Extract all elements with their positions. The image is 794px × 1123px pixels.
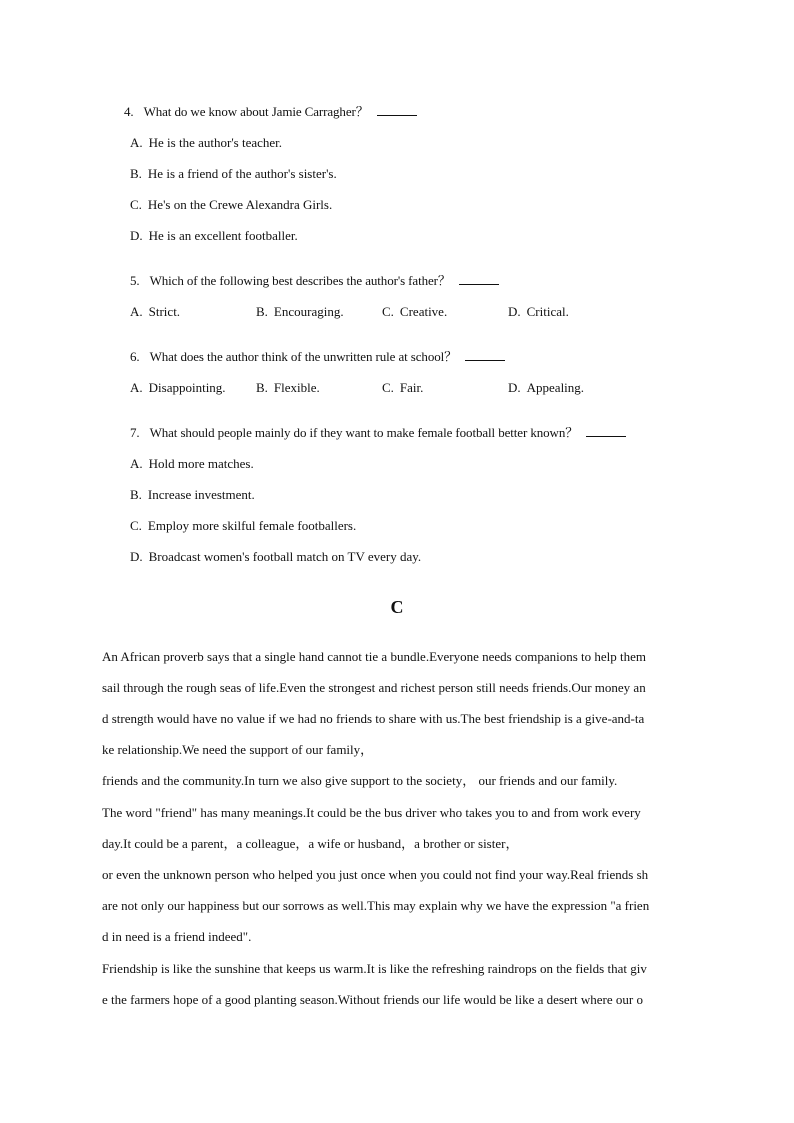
option-text: Strict. (148, 304, 181, 319)
option-text: Encouraging. (273, 304, 344, 319)
question-text: What do we know about Jamie Carragher？ (143, 104, 369, 119)
option-letter: D. (130, 549, 143, 564)
option-text: Fair. (399, 380, 424, 395)
option-letter: C. (130, 197, 142, 212)
option-text: He is a friend of the author's sister's. (147, 166, 337, 181)
passage-line: day.It could be a parent，a colleague，a wife or husband，a brother or sister， (102, 836, 519, 851)
option-text: Employ more skilful female footballers. (147, 518, 357, 533)
answer-blank[interactable] (586, 425, 626, 437)
answer-blank[interactable] (465, 349, 505, 361)
question-number: 6. (130, 349, 140, 364)
option-text: Increase investment. (147, 487, 255, 502)
option-letter: C. (382, 380, 394, 395)
option-letter: D. (130, 228, 143, 243)
option-letter: B. (256, 380, 268, 395)
passage-line: e the farmers hope of a good planting season.Without friends our life would be like a desert where our o (102, 992, 643, 1007)
option-c (130, 197, 332, 213)
option-text: Appealing. (526, 380, 585, 395)
option-letter: B. (130, 166, 142, 181)
option-letter: A. (130, 135, 143, 150)
question-text: What should people mainly do if they want to make female football better known？ (149, 425, 579, 440)
passage-line: d in need is a friend indeed". (102, 929, 252, 944)
passage-line: The word "friend" has many meanings.It could be the bus driver who takes you to and from work every (102, 805, 641, 820)
passage-line: d strength would have no value if we had no friends to share with us.The best friendship is a give-and-ta (102, 711, 645, 726)
option-d (508, 304, 569, 320)
option-b (130, 166, 337, 182)
option-c (382, 380, 423, 396)
answer-blank[interactable] (459, 273, 499, 285)
option-text: He's on the Crewe Alexandra Girls. (147, 197, 333, 212)
option-b (130, 487, 255, 503)
option-a (130, 135, 282, 151)
question-text: Which of the following best describes the author's father？ (149, 273, 451, 288)
option-b (256, 304, 344, 320)
option-text: Creative. (399, 304, 448, 319)
option-letter: D. (508, 380, 521, 395)
passage-line: ke relationship.We need the support of our family， (102, 742, 374, 757)
option-letter: A. (130, 304, 143, 319)
option-letter: B. (256, 304, 268, 319)
option-letter: A. (130, 380, 143, 395)
option-text: Flexible. (273, 380, 320, 395)
option-text: Broadcast women's football match on TV every day. (148, 549, 422, 564)
option-letter: A. (130, 456, 143, 471)
question-7 (130, 425, 626, 441)
option-b (256, 380, 320, 396)
question-number: 7. (130, 425, 140, 440)
answer-blank[interactable] (377, 104, 417, 116)
question-number: 4. (124, 104, 134, 119)
option-c (130, 518, 356, 534)
option-d (508, 380, 584, 396)
option-text: Disappointing. (148, 380, 226, 395)
option-text: He is the author's teacher. (148, 135, 283, 150)
passage-line: are not only our happiness but our sorrows as well.This may explain why we have the expression "a frien (102, 898, 650, 913)
question-number: 5. (130, 273, 140, 288)
option-letter: C. (382, 304, 394, 319)
passage-line: An African proverb says that a single hand cannot tie a bundle.Everyone needs companions to help them (102, 649, 647, 664)
option-c (382, 304, 447, 320)
option-a (130, 304, 180, 320)
option-a (130, 380, 226, 396)
option-letter: C. (130, 518, 142, 533)
passage-line: friends and the community.In turn we also give support to the society， our friends and our family. (102, 773, 618, 788)
passage-line: sail through the rough seas of life.Even the strongest and richest person still needs friends.Our money an (102, 680, 646, 695)
passage-line: Friendship is like the sunshine that keeps us warm.It is like the refreshing raindrops on the fields that giv (102, 961, 647, 976)
option-d (130, 228, 298, 244)
option-text: Critical. (526, 304, 569, 319)
question-4 (124, 104, 417, 120)
question-5 (130, 273, 499, 289)
question-6 (130, 349, 505, 365)
passage-line: or even the unknown person who helped you just once when you could not find your way.Real friends sh (102, 867, 649, 882)
option-letter: B. (130, 487, 142, 502)
option-text: Hold more matches. (148, 456, 254, 471)
section-title: C (390, 597, 404, 617)
option-a (130, 456, 254, 472)
option-text: He is an excellent footballer. (148, 228, 298, 243)
option-letter: D. (508, 304, 521, 319)
question-text: What does the author think of the unwritten rule at school？ (149, 349, 458, 364)
option-d (130, 549, 421, 565)
